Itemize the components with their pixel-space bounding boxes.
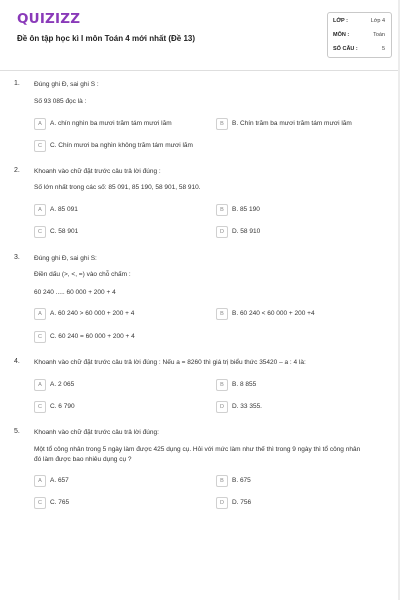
- info-value: Lớp 4: [370, 18, 385, 24]
- info-box: [327, 12, 392, 58]
- option-letter: B: [216, 308, 228, 320]
- option-text: C. 6 790: [50, 403, 75, 410]
- option-letter: C: [34, 401, 46, 413]
- option-text: B. 85 190: [232, 206, 260, 213]
- option-letter: C: [34, 497, 46, 509]
- question-text: Một tổ công nhân trong 5 ngày làm được 425 dụng cụ. Hỏi với mức làm như thế thì trong 9 ngày thì tổ công nhân: [34, 446, 361, 453]
- option-letter: B: [216, 204, 228, 216]
- option-letter: A: [34, 118, 46, 130]
- option-text: A. 85 091: [50, 206, 78, 213]
- question-text: 60 240 ..... 60 000 + 200 + 4: [34, 289, 116, 296]
- option-letter: C: [34, 331, 46, 343]
- question-text: Đúng ghi Đ, sai ghi S :: [34, 81, 99, 88]
- option-text: B. 60 240 < 60 000 + 200 +4: [232, 310, 315, 317]
- info-value: 5: [381, 46, 385, 52]
- question-text: Số 93 085 đọc là :: [34, 98, 87, 105]
- option-text: A. 60 240 > 60 000 + 200 + 4: [50, 310, 135, 317]
- question-text: Khoanh vào chữ đặt trước câu trả lời đúng : Nếu a = 8260 thì giá trị biểu thức 35420 – a : 4 là:: [34, 359, 306, 366]
- option-text: C. Chín mươi ba nghìn không trăm tám mươi lăm: [50, 142, 193, 149]
- option-text: D. 33 355.: [232, 403, 262, 410]
- info-row-class: [333, 18, 385, 28]
- option-text: B. Chín trăm ba mươi trăm tám mươi lăm: [232, 120, 352, 127]
- option-letter: A: [34, 308, 46, 320]
- option-letter: C: [34, 226, 46, 238]
- question-number: 2.: [14, 167, 20, 174]
- question-text: Điền dấu (>, <, =) vào chỗ chấm :: [34, 271, 131, 278]
- option-letter: B: [216, 475, 228, 487]
- option-text: D. 58 910: [232, 228, 261, 235]
- question-text: Đúng ghi Đ, sai ghi S:: [34, 255, 97, 262]
- option-letter: D: [216, 401, 228, 413]
- info-row-count: [333, 46, 385, 56]
- option-letter: B: [216, 379, 228, 391]
- option-text: C. 765: [50, 499, 70, 506]
- info-row-subject: [333, 32, 385, 42]
- option-text: A. 657: [50, 477, 69, 484]
- option-text: C. 58 901: [50, 228, 79, 235]
- option-text: C. 60 240 = 60 000 + 200 + 4: [50, 333, 135, 340]
- question-text: Khoanh vào chữ đặt trước câu trả lời đúng:: [34, 429, 159, 436]
- option-letter: D: [216, 226, 228, 238]
- option-text: A. 2 065: [50, 381, 75, 388]
- question-text: Khoanh vào chữ đặt trước câu trả lời đúng :: [34, 168, 161, 175]
- option-text: B. 675: [232, 477, 251, 484]
- info-label: LỚP :: [333, 18, 348, 24]
- option-letter: A: [34, 204, 46, 216]
- info-value: Toán: [373, 32, 385, 38]
- question-number: 1.: [14, 80, 20, 87]
- question-text: đó làm được bao nhiêu dụng cụ ?: [34, 456, 132, 463]
- option-letter: B: [216, 118, 228, 130]
- option-text: B. 8 855: [232, 381, 257, 388]
- option-letter: A: [34, 475, 46, 487]
- option-letter: D: [216, 497, 228, 509]
- info-label: SỐ CÂU :: [333, 46, 358, 52]
- option-text: D. 756: [232, 499, 252, 506]
- option-letter: C: [34, 140, 46, 152]
- document-title: Đề ôn tập học kì I môn Toán 4 mới nhất (Đề 13): [17, 34, 196, 43]
- question-number: 5.: [14, 428, 20, 435]
- option-letter: A: [34, 379, 46, 391]
- header-divider: [0, 70, 400, 71]
- question-text: Số lớn nhất trong các số: 85 091, 85 190, 58 901, 58 910.: [34, 184, 201, 191]
- question-number: 4.: [14, 358, 20, 365]
- info-label: MÔN :: [333, 32, 350, 38]
- quizizz-logo: QUIZIZZ: [17, 11, 81, 27]
- option-text: A. chín nghìn ba mươi trăm tám mươi lăm: [50, 120, 172, 127]
- question-number: 3.: [14, 254, 20, 261]
